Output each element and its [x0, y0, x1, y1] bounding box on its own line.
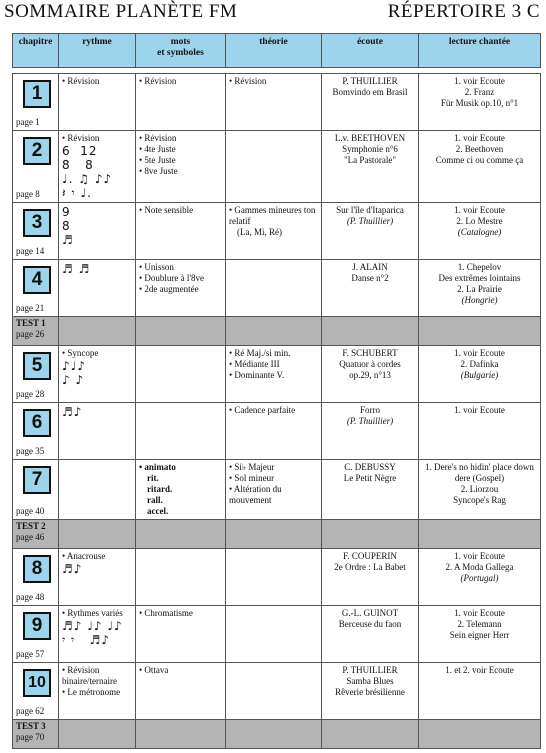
theorie-cell — [226, 260, 322, 317]
chapter-number: 10 — [23, 669, 51, 697]
chapter-row — [13, 131, 541, 203]
col-header-theorie: théorie — [226, 34, 322, 68]
mots-cell — [136, 74, 226, 131]
ecoute-cell — [322, 346, 419, 403]
ecoute-item: op.29, n°13 — [349, 370, 391, 380]
rythme-item: • Révision — [62, 133, 132, 144]
theorie-item: • Si♭ Majeur — [229, 462, 318, 473]
rythme-cell — [59, 131, 136, 203]
mots-item: • 5te Juste — [139, 155, 222, 166]
rythme-cell — [59, 606, 136, 663]
chapter-row — [13, 460, 541, 520]
lecture-cell — [419, 663, 541, 720]
rythme-item: • Le métronome — [62, 687, 132, 698]
lecture-item: Comme ci ou comme ça — [435, 155, 524, 165]
chapter-page: page 35 — [16, 446, 45, 456]
mots-item: • Révision — [139, 133, 222, 144]
test-label: TEST 2 — [16, 521, 46, 531]
ecoute-item: Rêverie brésilienne — [335, 687, 405, 697]
chapter-page: page 40 — [16, 506, 45, 516]
lecture-item: Syncope's Rag — [453, 495, 506, 505]
chapter-number: 8 — [23, 555, 51, 583]
test-label-cell — [13, 720, 59, 749]
mots-cell — [136, 260, 226, 317]
chapter-cell — [13, 203, 59, 260]
theorie-cell — [226, 606, 322, 663]
lecture-item: 1. voir Ecoute — [454, 551, 505, 561]
chapter-page: page 14 — [16, 246, 45, 256]
page-header — [0, 0, 546, 28]
chapter-row — [13, 549, 541, 606]
rhythm-notation: 6 12 8 8 ♩. ♫ ♪♪ 𝄽 𝄾 ♩. — [62, 144, 113, 200]
chapter-cell — [13, 460, 59, 520]
rhythm-notation: ♬♪ — [62, 405, 83, 419]
chapter-row — [13, 74, 541, 131]
rhythm-notation: ♬♪ ♩♪ ♩♪ 𝄾 𝄾 ♬♪ — [62, 619, 123, 647]
header-title-right: RÉPERTOIRE 3 C — [387, 1, 540, 22]
mots-cell — [136, 203, 226, 260]
lecture-item: 1. et 2. voir Ecoute — [445, 665, 514, 675]
rythme-cell — [59, 549, 136, 606]
mots-cell — [136, 346, 226, 403]
mots-cell — [136, 403, 226, 460]
mots-item: • animato — [139, 462, 222, 473]
chapter-number: 1 — [23, 80, 51, 108]
rythme-item: • Révision binaire/ternaire — [62, 665, 132, 687]
theorie-item: (La, Mi, Ré) — [237, 227, 282, 237]
header-title-left: SOMMAIRE PLANÈTE FM — [4, 1, 238, 22]
chapter-page: page 28 — [16, 389, 45, 399]
ecoute-cell — [322, 260, 419, 317]
theorie-cell — [226, 403, 322, 460]
rythme-cell — [59, 403, 136, 460]
chapter-row — [13, 346, 541, 403]
ecoute-item: Quatuor à cordes — [339, 359, 401, 369]
ecoute-item: (P. Thuillier) — [346, 416, 394, 426]
rythme-item: • Révision — [62, 76, 132, 87]
test-empty-cell — [59, 520, 136, 549]
col-header-mots: mots et symboles — [136, 34, 226, 68]
chapter-page: page 1 — [16, 117, 40, 127]
chapter-number: 6 — [23, 409, 51, 437]
ecoute-item: (P. Thuillier) — [346, 216, 394, 226]
test-empty-cell — [136, 720, 226, 749]
test-empty-cell — [226, 520, 322, 549]
lecture-item: 2. A Moda Gallega — [445, 562, 514, 572]
test-label-cell — [13, 317, 59, 346]
lecture-item: 1. voir Ecoute — [454, 205, 505, 215]
chapter-cell — [13, 346, 59, 403]
lecture-item: 2. Telemann — [457, 619, 502, 629]
chapter-page: page 21 — [16, 303, 45, 313]
rhythm-notation: ♬♪ — [62, 562, 83, 576]
rhythm-notation: 9 8 ♬ — [62, 205, 74, 247]
ecoute-cell — [322, 74, 419, 131]
ecoute-item: "La Pastorale" — [343, 155, 397, 165]
chapter-row — [13, 260, 541, 317]
ecoute-cell — [322, 663, 419, 720]
chapter-row — [13, 606, 541, 663]
chapter-number: 2 — [23, 137, 51, 165]
theorie-item: • Sol mineur — [229, 473, 318, 484]
theorie-item: • Ré Maj./si min. — [229, 348, 318, 359]
chapter-row — [13, 663, 541, 720]
mots-item: rall. — [147, 495, 163, 505]
mots-item: rit. — [147, 473, 159, 483]
lecture-item: (Portugal) — [460, 573, 499, 583]
chapter-cell — [13, 403, 59, 460]
lecture-item: 2. Franz — [464, 87, 495, 97]
lecture-cell — [419, 403, 541, 460]
mots-cell — [136, 549, 226, 606]
ecoute-item: Symphonie n°6 — [342, 144, 398, 154]
rythme-cell — [59, 260, 136, 317]
ecoute-item: F. SCHUBERT — [342, 348, 398, 358]
theorie-item: • Gammes mineures ton relatif — [229, 205, 318, 227]
chapter-number: 5 — [23, 352, 51, 380]
chapter-row — [13, 203, 541, 260]
ecoute-item: Le Petit Nègre — [343, 473, 397, 483]
test-row — [13, 720, 541, 749]
ecoute-item: G.-L. GUINOT — [341, 608, 399, 618]
ecoute-cell — [322, 203, 419, 260]
lecture-item: (Catalogne) — [457, 227, 502, 237]
chapter-cell — [13, 549, 59, 606]
theorie-cell — [226, 74, 322, 131]
lecture-item: 2. Beethoven — [455, 144, 504, 154]
ecoute-item: C. DEBUSSY — [344, 462, 396, 472]
rythme-cell — [59, 346, 136, 403]
ecoute-item: Danse n°2 — [351, 273, 389, 283]
ecoute-item: J. ALAIN — [352, 262, 388, 272]
mots-cell — [136, 131, 226, 203]
theorie-item: • Révision — [229, 76, 318, 87]
theorie-cell — [226, 203, 322, 260]
theorie-cell — [226, 131, 322, 203]
chapter-number: 7 — [23, 466, 51, 494]
lecture-item: 1. Dere's no hidin' place down dere (Gospel) — [425, 462, 534, 483]
lecture-item: 1. voir Ecoute — [454, 76, 505, 86]
mots-cell — [136, 606, 226, 663]
test-empty-cell — [226, 720, 322, 749]
mots-item: • Note sensible — [139, 205, 222, 216]
test-page: page 70 — [16, 732, 45, 742]
lecture-item: Des extrêmes lointains — [438, 273, 521, 283]
lecture-cell — [419, 203, 541, 260]
rythme-cell — [59, 663, 136, 720]
lecture-cell — [419, 74, 541, 131]
lecture-item: 2. Liorzou — [460, 484, 499, 494]
rythme-item: • Syncope — [62, 348, 132, 359]
ecoute-cell — [322, 549, 419, 606]
theorie-cell — [226, 549, 322, 606]
lecture-item: Für Musik op.10, n°1 — [440, 98, 519, 108]
ecoute-item: Bomvindo em Brasil — [332, 87, 408, 97]
mots-item: • Doublure à l'8ve — [139, 273, 222, 284]
theorie-item: • Altération du mouvement — [229, 484, 318, 506]
ecoute-cell — [322, 403, 419, 460]
lecture-item: 2. Dafinka — [460, 359, 499, 369]
ecoute-item: L.v. BEETHOVEN — [334, 133, 406, 143]
mots-item: • 2de augmentée — [139, 284, 222, 295]
lecture-item: 1. voir Ecoute — [454, 348, 505, 358]
col-header-lecture: lecture chantée — [419, 34, 541, 68]
rhythm-notation: ♬ ♬ — [62, 262, 91, 276]
lecture-item: 1. voir Ecoute — [454, 405, 505, 415]
chapter-number: 4 — [23, 266, 51, 294]
col-header-rythme: rythme — [59, 34, 136, 68]
mots-cell — [136, 663, 226, 720]
chapter-page: page 48 — [16, 592, 45, 602]
theorie-cell — [226, 460, 322, 520]
test-empty-cell — [322, 520, 419, 549]
chapter-page: page 62 — [16, 706, 45, 716]
test-page: page 26 — [16, 329, 45, 339]
test-empty-cell — [419, 317, 541, 346]
rythme-cell — [59, 74, 136, 131]
test-empty-cell — [226, 317, 322, 346]
ecoute-cell — [322, 131, 419, 203]
chapter-cell — [13, 606, 59, 663]
test-empty-cell — [136, 520, 226, 549]
test-label-cell — [13, 520, 59, 549]
lecture-item: 2. Lo Mestre — [456, 216, 503, 226]
ecoute-item: F. COUPERIN — [343, 551, 397, 561]
chapter-cell — [13, 74, 59, 131]
chapter-cell — [13, 131, 59, 203]
col-header-ecoute: écoute — [322, 34, 419, 68]
ecoute-cell — [322, 460, 419, 520]
col-header-chapitre: chapitre — [13, 34, 59, 68]
mots-item: • Révision — [139, 76, 222, 87]
mots-item: • 8ve Juste — [139, 166, 222, 177]
lecture-cell — [419, 131, 541, 203]
ecoute-item: Forro — [360, 405, 380, 415]
chapter-page: page 8 — [16, 189, 40, 199]
chapter-cell — [13, 663, 59, 720]
chapter-number: 9 — [23, 612, 51, 640]
mots-cell — [136, 460, 226, 520]
ecoute-cell — [322, 606, 419, 663]
chapter-page: page 57 — [16, 649, 45, 659]
rythme-cell — [59, 203, 136, 260]
mots-item: accel. — [147, 506, 169, 516]
mots-item: ritard. — [147, 484, 173, 494]
mots-item: • Chromatisme — [139, 608, 222, 619]
ecoute-item: Berceuse du faon — [338, 619, 402, 629]
theorie-cell — [226, 663, 322, 720]
test-label: TEST 1 — [16, 318, 46, 328]
ecoute-item: P. THUILLIER — [342, 665, 398, 675]
rythme-item: • Rythmes variés — [62, 608, 132, 619]
rythme-item: • Anacrouse — [62, 551, 132, 562]
chapter-cell — [13, 260, 59, 317]
ecoute-item: Samba Blues — [346, 676, 394, 686]
lecture-cell — [419, 346, 541, 403]
lecture-item: 1. voir Ecoute — [454, 133, 505, 143]
ecoute-item: 2e Ordre : La Babet — [334, 562, 406, 572]
test-empty-cell — [59, 317, 136, 346]
summary-table — [12, 73, 541, 749]
lecture-cell — [419, 260, 541, 317]
test-empty-cell — [322, 317, 419, 346]
rhythm-notation: ♪♩♪ ♪ ♪ — [62, 359, 86, 387]
lecture-cell — [419, 460, 541, 520]
test-empty-cell — [419, 720, 541, 749]
theorie-item: • Dominante V. — [229, 370, 318, 381]
lecture-item: 2. La Prairie — [457, 284, 502, 294]
lecture-item: 1. voir Ecoute — [454, 608, 505, 618]
test-row — [13, 520, 541, 549]
test-empty-cell — [322, 720, 419, 749]
rythme-cell — [59, 460, 136, 520]
test-empty-cell — [136, 317, 226, 346]
ecoute-item: P. THUILLIER — [342, 76, 398, 86]
lecture-item: (Hongrie) — [461, 295, 498, 305]
theorie-cell — [226, 346, 322, 403]
lecture-item: Sein eigner Herr — [449, 630, 510, 640]
lecture-item: 1. Chepelov — [457, 262, 502, 272]
test-page: page 46 — [16, 532, 45, 542]
chapter-number: 3 — [23, 209, 51, 237]
ecoute-item: Sur l'île d'Itaparica — [336, 205, 404, 215]
mots-item: • 4te Juste — [139, 144, 222, 155]
lecture-item: (Bulgarie) — [460, 370, 499, 380]
theorie-item: • Médiante III — [229, 359, 318, 370]
theorie-item: • Cadence parfaite — [229, 405, 318, 416]
test-empty-cell — [59, 720, 136, 749]
chapter-row — [13, 403, 541, 460]
test-row — [13, 317, 541, 346]
lecture-cell — [419, 606, 541, 663]
test-label: TEST 3 — [16, 721, 46, 731]
mots-item: • Ottava — [139, 665, 222, 676]
column-header-table — [12, 33, 541, 68]
mots-item: • Unisson — [139, 262, 222, 273]
test-empty-cell — [419, 520, 541, 549]
lecture-cell — [419, 549, 541, 606]
